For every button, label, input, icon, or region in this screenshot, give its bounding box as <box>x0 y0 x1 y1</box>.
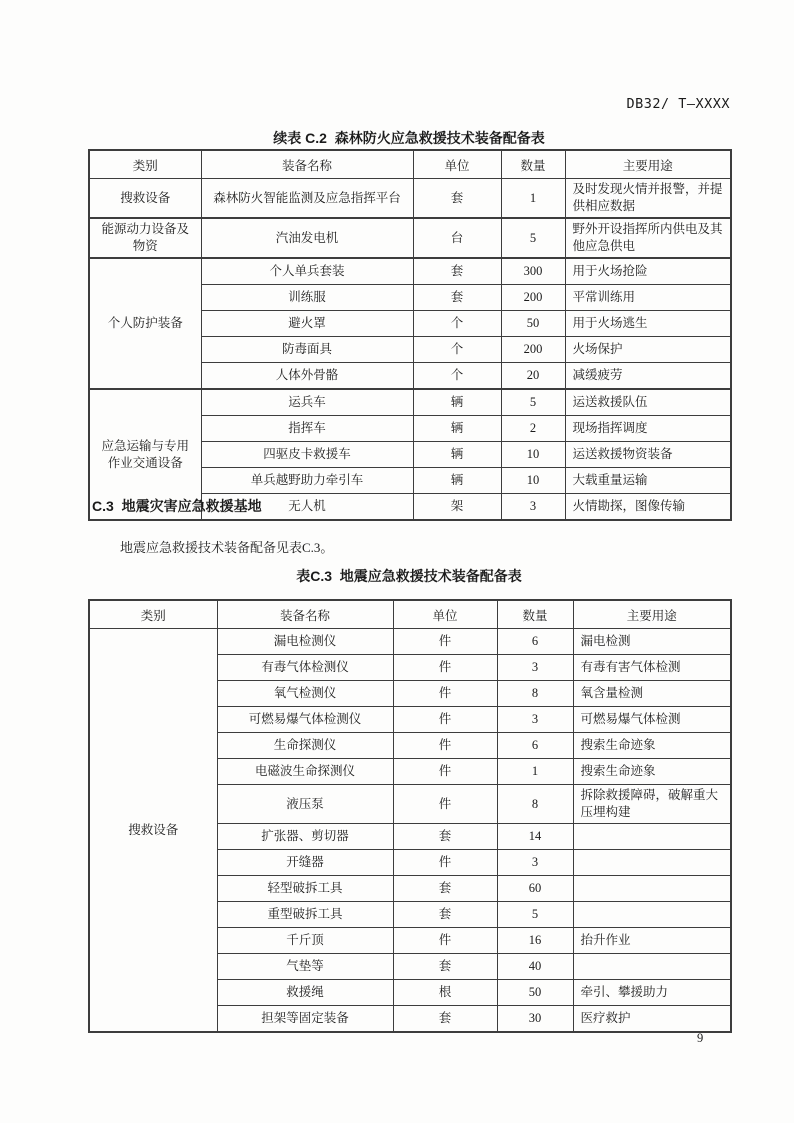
unit-cell: 套 <box>393 1006 497 1033</box>
equipment-name-cell: 漏电检测仪 <box>217 629 393 655</box>
column-header: 单位 <box>393 600 497 629</box>
section-c3-heading: C.3 地震灾害应急救援基地 <box>92 498 262 514</box>
quantity-cell: 20 <box>501 363 565 390</box>
quantity-cell: 1 <box>501 179 565 219</box>
table-c2-forest-fire-equipment <box>88 149 732 521</box>
quantity-cell: 5 <box>497 902 573 928</box>
quantity-cell: 200 <box>501 337 565 363</box>
purpose-cell <box>573 824 731 850</box>
purpose-cell <box>573 876 731 902</box>
equipment-name-cell: 氧气检测仪 <box>217 681 393 707</box>
unit-cell: 件 <box>393 707 497 733</box>
category-cell: 搜救设备 <box>89 179 201 219</box>
unit-cell: 件 <box>393 733 497 759</box>
page-number: 9 <box>697 1031 704 1045</box>
equipment-name-cell: 生命探测仪 <box>217 733 393 759</box>
equipment-name-cell: 重型破拆工具 <box>217 902 393 928</box>
equipment-name-cell: 单兵越野助力牵引车 <box>201 468 413 494</box>
equipment-name-cell: 汽油发电机 <box>201 218 413 258</box>
table-row <box>89 179 731 219</box>
quantity-cell: 6 <box>497 733 573 759</box>
column-header: 数量 <box>497 600 573 629</box>
unit-cell: 套 <box>413 258 501 285</box>
header-row <box>89 150 731 179</box>
unit-cell: 件 <box>393 785 497 824</box>
purpose-cell <box>573 954 731 980</box>
equipment-name-cell: 有毒气体检测仪 <box>217 655 393 681</box>
table-c3-title: 表C.3 地震应急救援技术装备配备表 <box>296 568 522 584</box>
equipment-name-cell: 四驱皮卡救援车 <box>201 442 413 468</box>
purpose-cell: 平常训练用 <box>565 285 731 311</box>
quantity-cell: 16 <box>497 928 573 954</box>
table-row <box>89 258 731 285</box>
unit-cell: 套 <box>413 179 501 219</box>
unit-cell: 件 <box>393 928 497 954</box>
purpose-cell: 牵引、攀援助力 <box>573 980 731 1006</box>
equipment-name-cell: 防毒面具 <box>201 337 413 363</box>
unit-cell: 辆 <box>413 468 501 494</box>
unit-cell: 件 <box>393 655 497 681</box>
quantity-cell: 50 <box>501 311 565 337</box>
table-c2-title: 续表 C.2 森林防火应急救援技术装备配备表 <box>273 130 545 146</box>
header-row <box>89 600 731 629</box>
equipment-name-cell: 开缝器 <box>217 850 393 876</box>
column-header: 类别 <box>89 150 201 179</box>
purpose-cell: 用于火场抢险 <box>565 258 731 285</box>
purpose-cell: 火场保护 <box>565 337 731 363</box>
equipment-name-cell: 气垫等 <box>217 954 393 980</box>
purpose-cell: 可燃易爆气体检测 <box>573 707 731 733</box>
purpose-cell: 运送救援物资装备 <box>565 442 731 468</box>
purpose-cell: 大载重量运输 <box>565 468 731 494</box>
category-cell: 搜救设备 <box>89 629 217 1033</box>
purpose-cell: 运送救援队伍 <box>565 389 731 416</box>
purpose-cell: 搜索生命迹象 <box>573 733 731 759</box>
table-row <box>89 629 731 655</box>
unit-cell: 个 <box>413 311 501 337</box>
category-cell: 能源动力设备及物资 <box>89 218 201 258</box>
table-row <box>89 389 731 416</box>
purpose-cell: 现场指挥调度 <box>565 416 731 442</box>
unit-cell: 根 <box>393 980 497 1006</box>
quantity-cell: 6 <box>497 629 573 655</box>
quantity-cell: 40 <box>497 954 573 980</box>
quantity-cell: 30 <box>497 1006 573 1033</box>
table-c3-earthquake-equipment <box>88 599 732 1033</box>
quantity-cell: 10 <box>501 468 565 494</box>
column-header: 装备名称 <box>217 600 393 629</box>
purpose-cell: 拆除救援障碍，破解重大压埋构建 <box>573 785 731 824</box>
unit-cell: 架 <box>413 494 501 521</box>
category-cell: 应急运输与专用作业交通设备 <box>89 389 201 520</box>
equipment-name-cell: 救援绳 <box>217 980 393 1006</box>
quantity-cell: 5 <box>501 218 565 258</box>
unit-cell: 件 <box>393 850 497 876</box>
equipment-name-cell: 人体外骨骼 <box>201 363 413 390</box>
column-header: 数量 <box>501 150 565 179</box>
column-header: 单位 <box>413 150 501 179</box>
equipment-name-cell: 液压泵 <box>217 785 393 824</box>
unit-cell: 辆 <box>413 442 501 468</box>
unit-cell: 件 <box>393 759 497 785</box>
quantity-cell: 3 <box>497 707 573 733</box>
equipment-name-cell: 可燃易爆气体检测仪 <box>217 707 393 733</box>
quantity-cell: 8 <box>497 785 573 824</box>
equipment-name-cell: 个人单兵套装 <box>201 258 413 285</box>
equipment-name-cell: 轻型破拆工具 <box>217 876 393 902</box>
purpose-cell: 氧含量检测 <box>573 681 731 707</box>
category-cell: 个人防护装备 <box>89 258 201 389</box>
equipment-name-cell: 森林防火智能监测及应急指挥平台 <box>201 179 413 219</box>
purpose-cell: 野外开设指挥所内供电及其他应急供电 <box>565 218 731 258</box>
quantity-cell: 5 <box>501 389 565 416</box>
purpose-cell: 减缓疲劳 <box>565 363 731 390</box>
equipment-name-cell: 无人机 <box>201 494 413 521</box>
purpose-cell <box>573 902 731 928</box>
equipment-name-cell: 指挥车 <box>201 416 413 442</box>
equipment-name-cell: 运兵车 <box>201 389 413 416</box>
purpose-cell: 搜索生命迹象 <box>573 759 731 785</box>
quantity-cell: 2 <box>501 416 565 442</box>
purpose-cell <box>573 850 731 876</box>
unit-cell: 辆 <box>413 389 501 416</box>
purpose-cell: 抬升作业 <box>573 928 731 954</box>
quantity-cell: 1 <box>497 759 573 785</box>
quantity-cell: 200 <box>501 285 565 311</box>
column-header: 主要用途 <box>573 600 731 629</box>
quantity-cell: 50 <box>497 980 573 1006</box>
quantity-cell: 3 <box>501 494 565 521</box>
quantity-cell: 60 <box>497 876 573 902</box>
unit-cell: 个 <box>413 337 501 363</box>
purpose-cell: 火情勘探，图像传输 <box>565 494 731 521</box>
unit-cell: 套 <box>393 824 497 850</box>
unit-cell: 个 <box>413 363 501 390</box>
column-header: 类别 <box>89 600 217 629</box>
purpose-cell: 用于火场逃生 <box>565 311 731 337</box>
quantity-cell: 300 <box>501 258 565 285</box>
quantity-cell: 14 <box>497 824 573 850</box>
unit-cell: 套 <box>413 285 501 311</box>
equipment-name-cell: 训练服 <box>201 285 413 311</box>
quantity-cell: 10 <box>501 442 565 468</box>
column-header: 主要用途 <box>565 150 731 179</box>
purpose-cell: 漏电检测 <box>573 629 731 655</box>
equipment-name-cell: 担架等固定装备 <box>217 1006 393 1033</box>
table-row <box>89 218 731 258</box>
unit-cell: 台 <box>413 218 501 258</box>
purpose-cell: 及时发现火情并报警，并提供相应数据 <box>565 179 731 219</box>
purpose-cell: 有毒有害气体检测 <box>573 655 731 681</box>
standard-number: DB32/ T—XXXX <box>626 96 730 112</box>
quantity-cell: 3 <box>497 850 573 876</box>
equipment-name-cell: 千斤顶 <box>217 928 393 954</box>
section-c3-paragraph: 地震应急救援技术装备配备见表C.3。 <box>120 540 334 555</box>
purpose-cell: 医疗救护 <box>573 1006 731 1033</box>
unit-cell: 套 <box>393 876 497 902</box>
column-header: 装备名称 <box>201 150 413 179</box>
unit-cell: 件 <box>393 681 497 707</box>
unit-cell: 件 <box>393 629 497 655</box>
quantity-cell: 3 <box>497 655 573 681</box>
unit-cell: 辆 <box>413 416 501 442</box>
unit-cell: 套 <box>393 902 497 928</box>
equipment-name-cell: 扩张器、剪切器 <box>217 824 393 850</box>
equipment-name-cell: 电磁波生命探测仪 <box>217 759 393 785</box>
equipment-name-cell: 避火罩 <box>201 311 413 337</box>
quantity-cell: 8 <box>497 681 573 707</box>
unit-cell: 套 <box>393 954 497 980</box>
